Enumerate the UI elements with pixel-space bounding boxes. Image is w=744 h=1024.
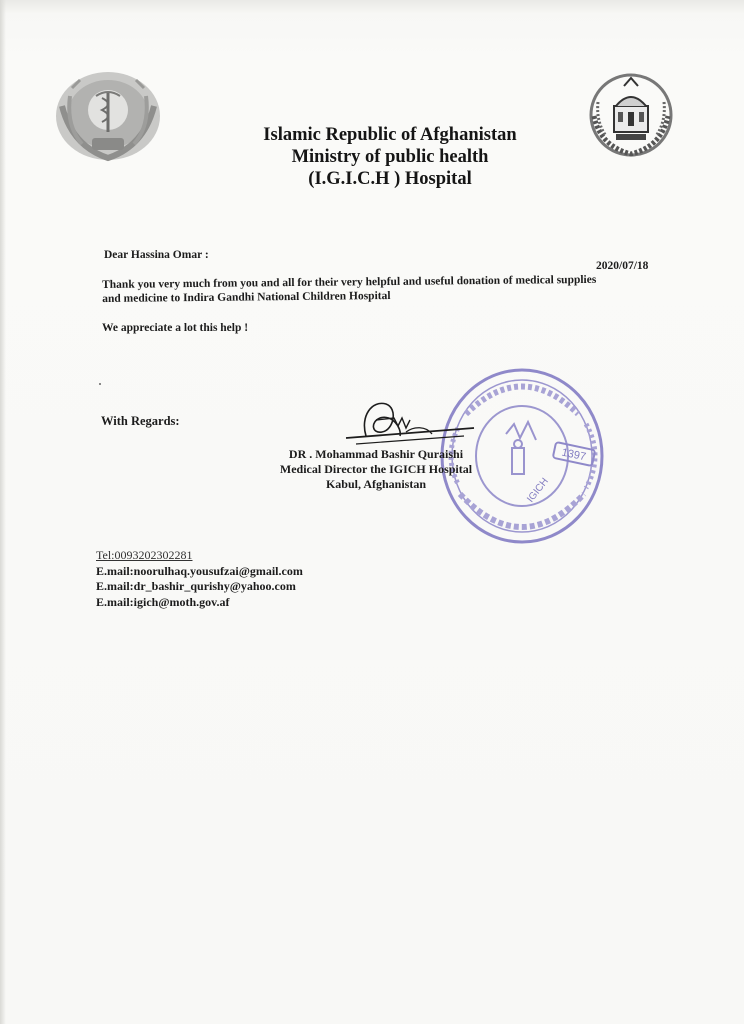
- scan-speck: [99, 383, 101, 385]
- signatory-name: DR . Mohammad Bashir Quraishi: [288, 447, 464, 461]
- body-line-2: and medicine to Indira Gandhi National Children Hospital: [102, 289, 391, 305]
- stamp-abbr: IGICH: [525, 476, 551, 505]
- letter-body: [102, 272, 672, 306]
- email-3: E.mail:igich@moth.gov.af: [96, 594, 230, 609]
- signatory-block: [246, 447, 506, 492]
- signatory-location: Kabul, Afghanistan: [325, 477, 427, 491]
- telephone: Tel:0093202302281: [96, 548, 193, 562]
- appreciation-line: We appreciate a lot this help !: [102, 322, 249, 334]
- letter-date: 2020/07/18: [596, 260, 649, 272]
- contact-block: [96, 548, 303, 610]
- email-1: E.mail:noorulhaq.yousufzai@gmail.com: [96, 563, 303, 578]
- body-line-1: Thank you very much from you and all for their very helpful and useful donation of medical supplies: [102, 273, 597, 291]
- scan-edge-shadow: [0, 0, 6, 1024]
- hospital-name: (I.G.I.C.H ) Hospital: [308, 169, 472, 189]
- signatory-title: Medical Director the IGICH Hospital: [279, 462, 473, 476]
- stamp-year: 1397: [560, 446, 588, 464]
- salutation: Dear Hassina Omar :: [104, 249, 209, 261]
- letterhead: [190, 124, 590, 190]
- handwritten-signature: [336, 396, 486, 454]
- ministry-name: Ministry of public health: [291, 147, 489, 167]
- ministry-health-emblem-icon: [52, 66, 164, 166]
- closing: With Regards:: [101, 414, 180, 428]
- email-2: E.mail:dr_bashir_qurishy@yahoo.com: [96, 579, 296, 593]
- country-name: Islamic Republic of Afghanistan: [263, 125, 517, 145]
- afghanistan-national-emblem-icon: [586, 72, 676, 158]
